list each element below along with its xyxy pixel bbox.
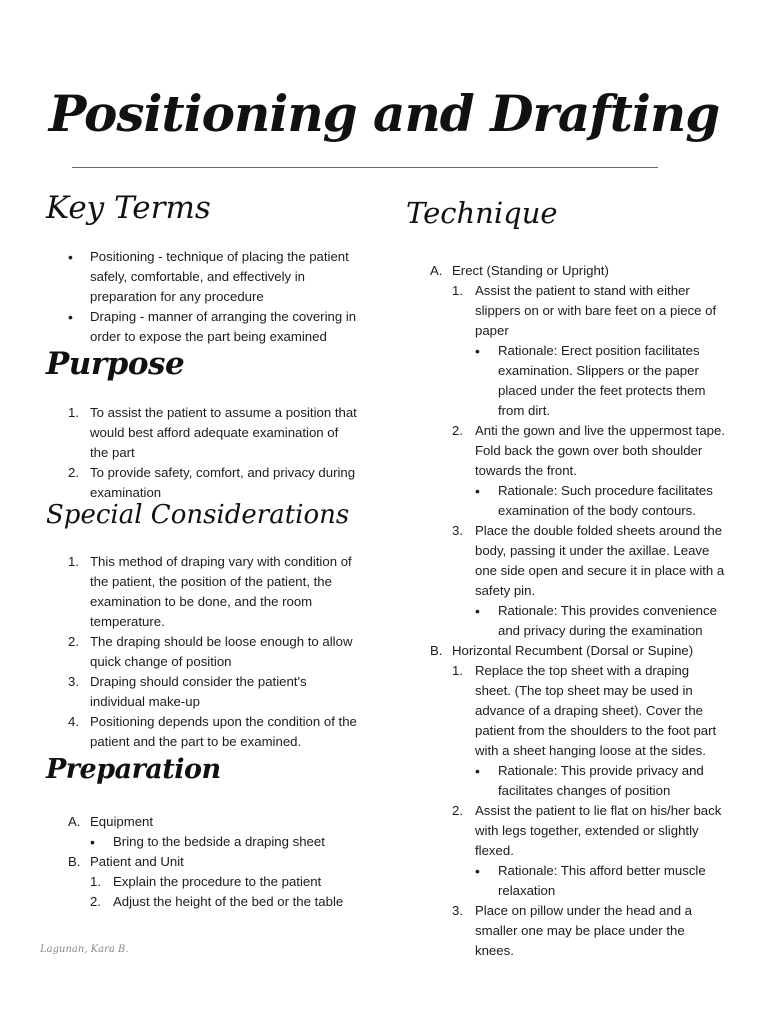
purpose-heading: Purpose <box>46 346 185 382</box>
list-item: A. Equipment <box>68 814 154 829</box>
bullet-icon: • <box>475 863 480 879</box>
list-item: 4. Positioning depends upon the condition of the patient and the part to be examined. <box>68 714 357 749</box>
list-item: • Rationale: This afford better muscle relaxation <box>475 863 706 898</box>
list-item: 2. Adjust the height of the bed or the table <box>90 894 344 909</box>
list-item: • Positioning - technique of placing the patient safely, comfortable, and effectively in preparation for any procedure <box>68 249 349 304</box>
list-item: 1. Assist the patient to stand with either slippers on or with bare feet on a piece of paper <box>452 283 717 338</box>
bullet-icon: • <box>68 249 73 265</box>
bullet-icon: • <box>475 483 480 499</box>
purpose-list <box>68 403 360 503</box>
bullet-icon: • <box>475 603 480 619</box>
page-title: Positioning and Drafting <box>48 84 720 143</box>
list-item: 1. Explain the procedure to the patient <box>90 874 322 889</box>
list-item: • Rationale: This provides convenience and privacy during the examination <box>475 603 717 638</box>
key-terms-heading: Key Terms <box>46 190 211 226</box>
list-item: B. Horizontal Recumbent (Dorsal or Supine) <box>430 643 694 658</box>
preparation-list <box>68 812 360 912</box>
author-signature: Lagunan, Kara B. <box>40 944 129 955</box>
bullet-icon: • <box>475 343 480 359</box>
list-item: • Bring to the bedside a draping sheet <box>90 834 325 850</box>
list-item: 2. To provide safety, comfort, and privacy during examination <box>68 465 356 500</box>
list-item: • Draping - manner of arranging the covering in order to expose the part being examined <box>68 309 357 344</box>
list-item: 1. This method of draping vary with condition of the patient, the position of the patient, the examination to be done, and the room temperature. <box>68 554 352 629</box>
special-considerations-list <box>68 552 360 752</box>
list-item: 3. Place on pillow under the head and a smaller one may be place under the knees. <box>452 903 693 958</box>
list-item: A. Erect (Standing or Upright) <box>430 263 609 278</box>
list-item: • Rationale: Such procedure facilitates examination of the body contours. <box>475 483 713 518</box>
list-item: • Rationale: This provide privacy and facilitates changes of position <box>475 763 704 798</box>
special-considerations-heading: Special Considerations <box>46 500 350 530</box>
title-divider <box>72 167 658 168</box>
bullet-icon: • <box>68 309 73 325</box>
list-item: • Rationale: Erect position facilitates examination. Slippers or the paper placed under the feet protects them from dirt. <box>475 343 706 418</box>
bullet-icon: • <box>90 834 95 850</box>
preparation-heading: Preparation <box>46 754 221 785</box>
technique-list <box>430 261 726 961</box>
list-item: B. Patient and Unit <box>68 854 184 869</box>
list-item: 1. To assist the patient to assume a position that would best afford adequate examination of the part <box>68 405 357 460</box>
list-item: 3. Draping should consider the patient's individual make-up <box>68 674 307 709</box>
list-item: 3. Place the double folded sheets around the body, passing it under the axillae. Leave one side open and secure it in place with a safety pin. <box>452 523 725 598</box>
key-terms-list <box>68 247 360 347</box>
list-item: 2. Anti the gown and live the uppermost tape. Fold back the gown over both shoulder towards the front. <box>452 423 725 478</box>
list-item: 2. Assist the patient to lie flat on his/her back with legs together, extended or slightly flexed. <box>452 803 722 858</box>
technique-heading: Technique <box>406 196 558 230</box>
bullet-icon: • <box>475 763 480 779</box>
list-item: 2. The draping should be loose enough to allow quick change of position <box>68 634 353 669</box>
list-item: 1. Replace the top sheet with a draping sheet. (The top sheet may be used in advance of a draping sheet). Cover the patient from the shoulders to the foot part with a sheet hanging loose at the sides. <box>452 663 717 758</box>
